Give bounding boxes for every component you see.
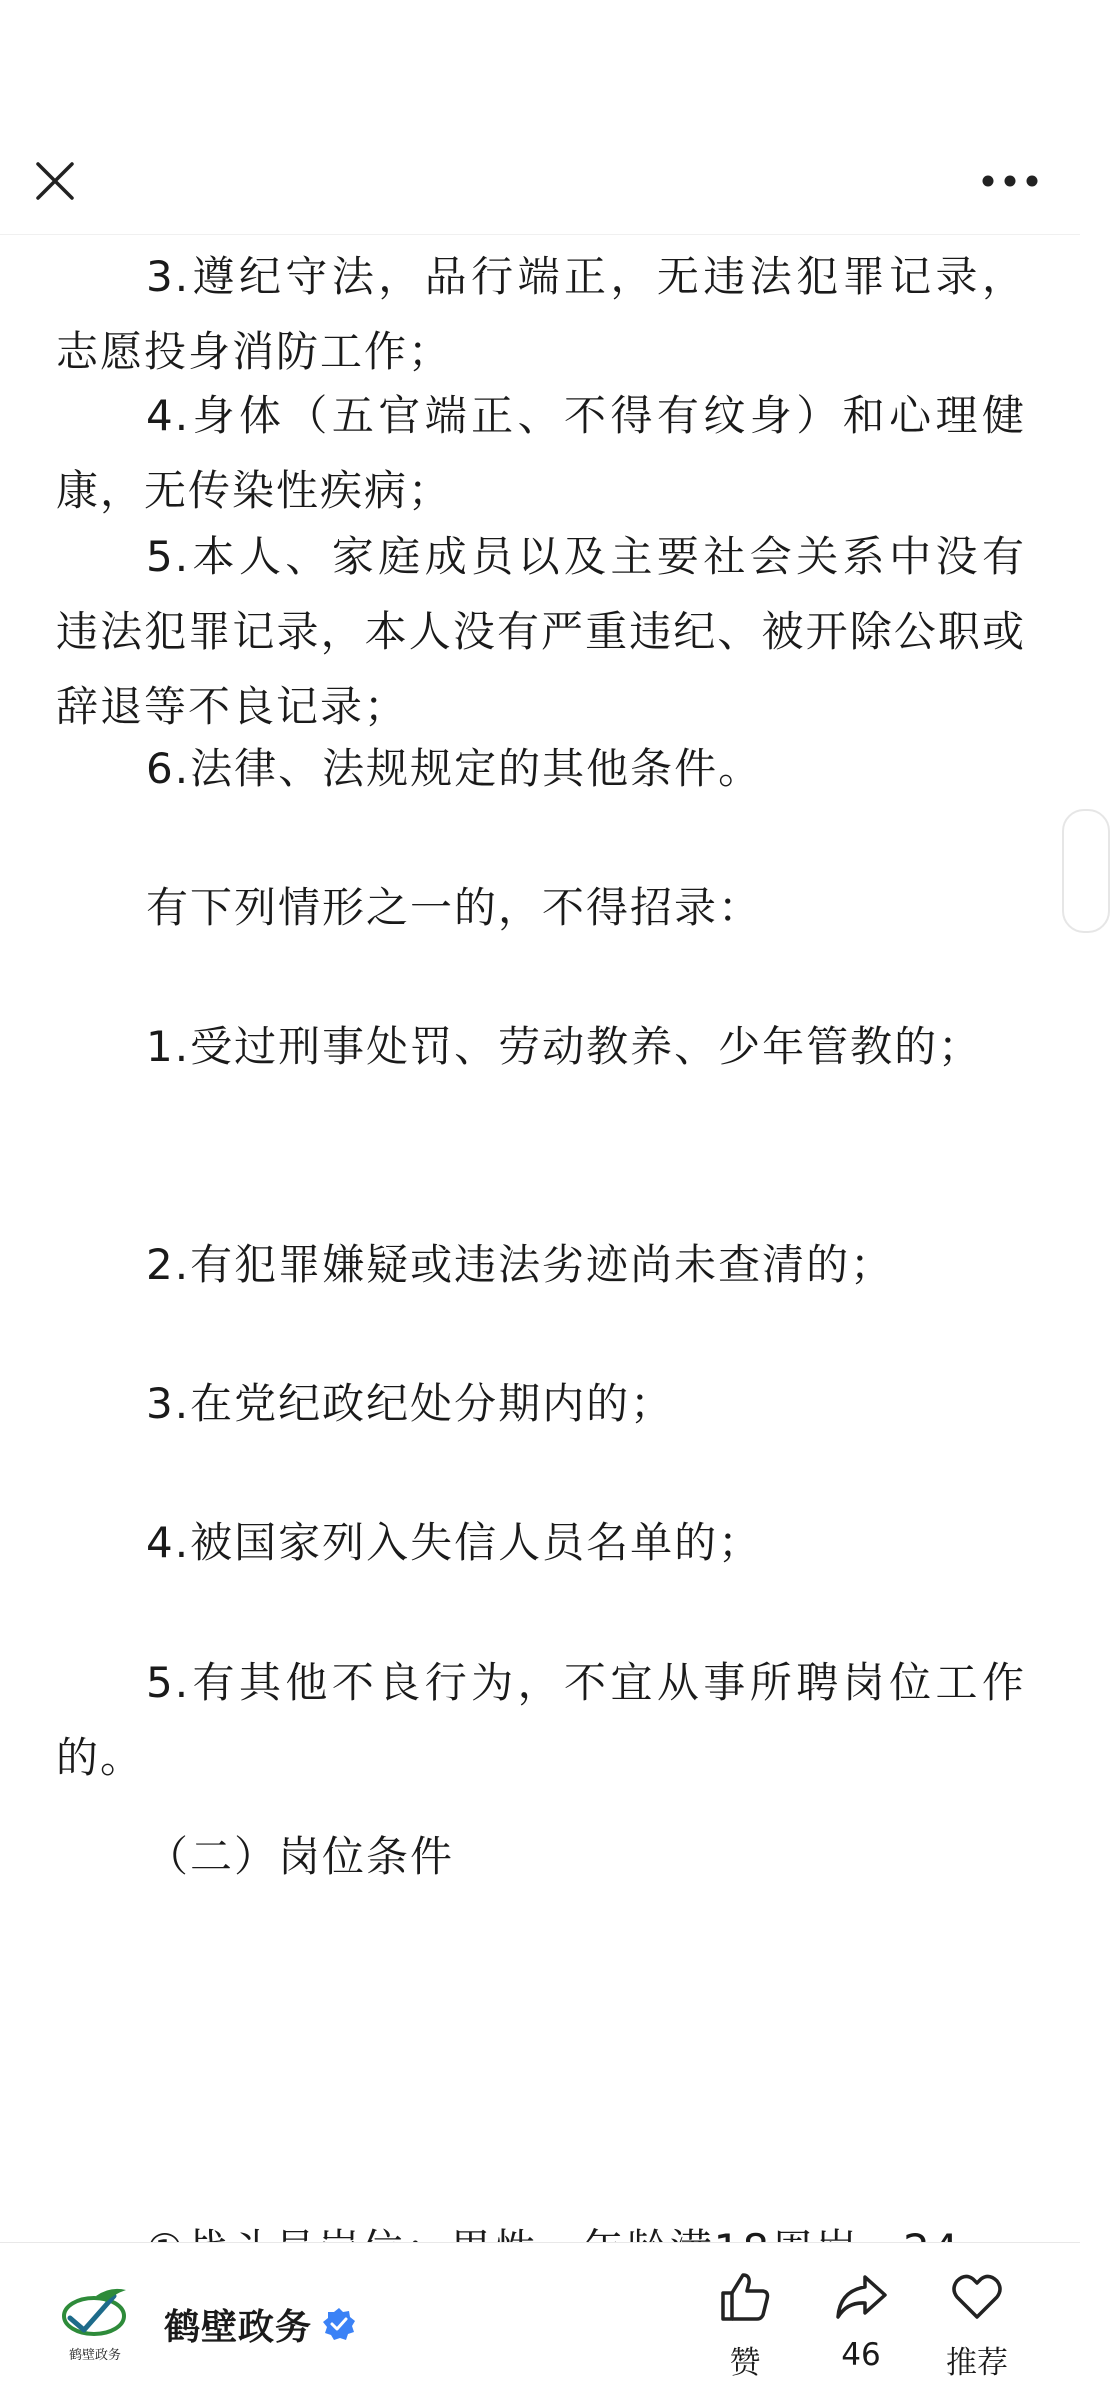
account-logo[interactable] [56, 2284, 132, 2364]
side-scroll-handle[interactable] [1062, 809, 1110, 933]
like-label: 赞 [729, 2345, 761, 2381]
article-paragraph: 有下列情形之一的，不得招录： [146, 883, 763, 932]
article-paragraph: 3.遵纪守法，品行端正，无违法犯罪记录，志愿投身消防工作； [56, 252, 1026, 376]
account-logo-icon [56, 2284, 132, 2346]
article-paragraph: 5.有其他不良行为，不宜从事所聘岗位工作的。 [56, 1658, 1026, 1782]
share-arrow-icon [833, 2269, 889, 2325]
article-paragraph: 2.有犯罪嫌疑或违法劣迹尚未查清的； [146, 1240, 895, 1289]
recommend-label: 推荐 [946, 2345, 1008, 2381]
bottom-action-bar [0, 2242, 1080, 2404]
article-paragraph: 1.受过刑事处罚、劳动教养、少年管教的； [146, 1022, 983, 1071]
article-body [0, 234, 1080, 2242]
share-count: 46 [841, 2337, 881, 2373]
section-heading: （二）岗位条件 [146, 1832, 455, 1881]
account-info[interactable] [56, 2279, 356, 2369]
close-button[interactable] [22, 148, 88, 214]
status-bar-area [0, 0, 1080, 130]
recommend-button[interactable] [932, 2269, 1022, 2389]
more-options-button[interactable] [962, 148, 1058, 214]
article-paragraph: 4.被国家列入失信人员名单的； [146, 1518, 763, 1567]
account-name[interactable]: 鹤壁政务 [164, 2306, 313, 2348]
account-logo-text: 鹤壁政务 [68, 2348, 121, 2363]
top-nav-bar [0, 130, 1080, 235]
heart-icon [949, 2269, 1005, 2325]
article-paragraph: 4.身体（五官端正、不得有纹身）和心理健康，无传染性疾病； [56, 391, 1026, 515]
article-paragraph: 6.法律、法规规定的其他条件。 [146, 744, 763, 793]
like-button[interactable] [700, 2269, 790, 2389]
thumbs-up-icon [717, 2269, 773, 2325]
verified-badge-icon [322, 2307, 356, 2341]
more-horizontal-icon [982, 174, 1038, 188]
article-paragraph: 5.本人、家庭成员以及主要社会关系中没有违法犯罪记录，本人没有严重违纪、被开除公职或辞退等不良记录； [56, 532, 1026, 731]
close-icon [35, 161, 75, 201]
article-paragraph: 3.在党纪政纪处分期内的； [146, 1379, 675, 1428]
share-button[interactable] [816, 2269, 906, 2389]
